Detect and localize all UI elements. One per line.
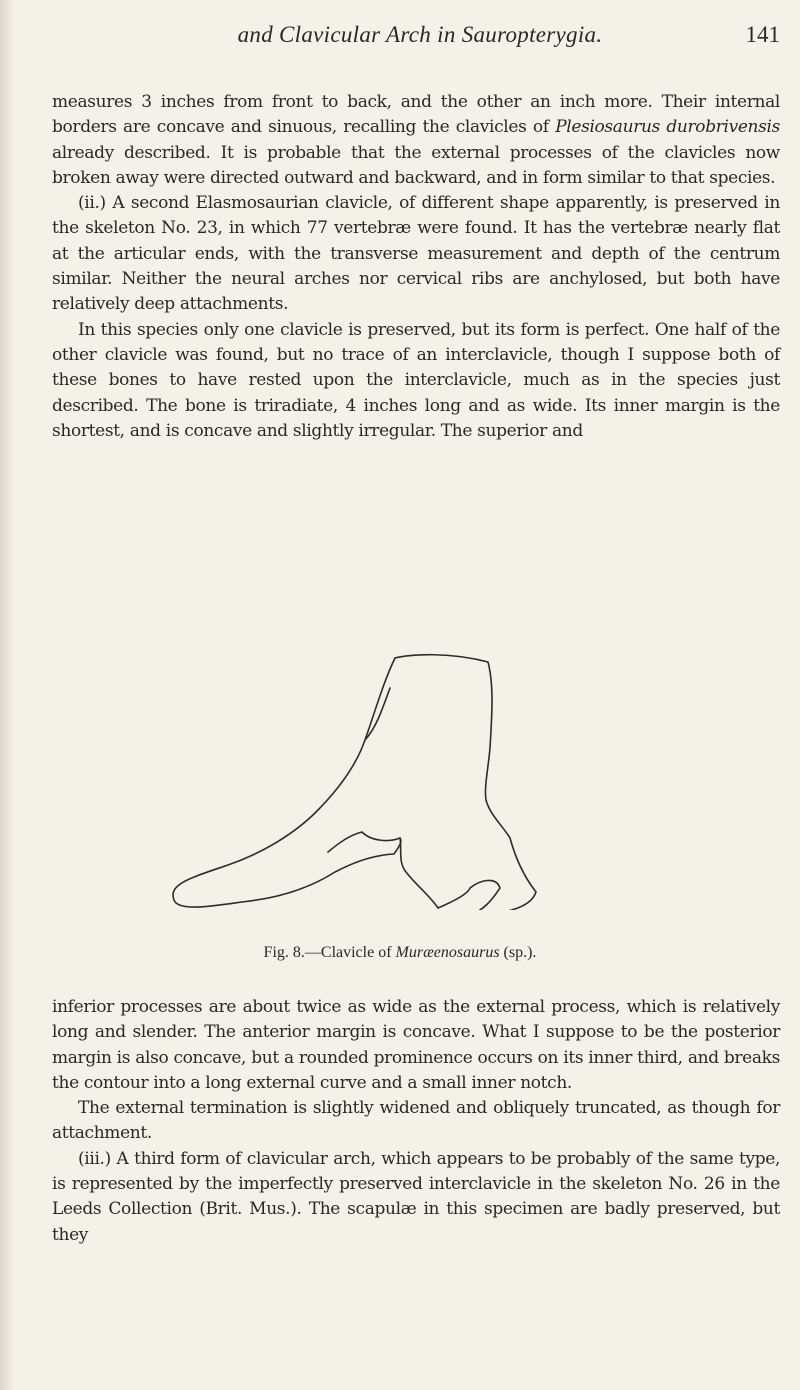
- paragraph-continued-bottom: inferior processes are about twice as wide as the external process, which is relatively long and slender. The anterior margin is concave. What I suppose to be the posterior margin is also concave, but a rounded prominence occurs on its inner third, and breaks the contour into a long external curve and a small inner notch.: [52, 997, 780, 1093]
- paragraph-text: measures 3 inches from front to back, and the other an inch more. Their internal borders are concave and sinuous, recalling the clavicles of: [52, 92, 780, 138]
- paragraph-iii: (iii.) A third form of clavicular arch, which appears to be probably of the same type, is represented by the imperfectly preserved interclavicle in the skeleton No. 26 in the Leeds Collection (Brit. Mus.). The scapulæ in this specimen are badly preserved, but they: [52, 1148, 780, 1245]
- running-title: and Clavicular Arch in Sauropterygia.: [237, 22, 603, 47]
- clavicle-superior-process-outline: [395, 655, 536, 910]
- clavicle-inner-margin-line: [365, 688, 390, 740]
- body-text-top: [52, 90, 780, 444]
- figure-clavicle-drawing: [150, 610, 570, 910]
- paragraph-continued: [52, 90, 780, 191]
- page-number: 141: [745, 22, 780, 47]
- running-header: [60, 14, 780, 54]
- caption-suffix: (sp.).: [499, 944, 537, 961]
- paragraph-ii: (ii.) A second Elasmosaurian clavicle, of different shape apparently, is preserved in the skeleton No. 23, in which 77 vertebræ were found. It has the vertebræ nearly flat at the articular ends, with the transverse measurement and depth of the centrum similar. Neither the neural arches nor cervical ribs are anchylosed, but both have relatively deep attachments.: [52, 193, 780, 315]
- paragraph-termination: The external termination is slightly widened and obliquely truncated, as though for attachment.: [52, 1098, 780, 1144]
- paragraph-species: In this species only one clavicle is preserved, but its form is perfect. One half of the other clavicle was found, but no trace of an interclavicle, though I suppose both of these bones to have rested upon the interclavicle, much as in the species just described. The bone is triradiate, 4 inches long and as wide. Its inner margin is the shortest, and is concave and slightly irregular. The superior and: [52, 319, 780, 441]
- body-text-bottom: [52, 995, 780, 1248]
- caption-prefix: Fig. 8.—Clavicle of: [263, 944, 396, 961]
- caption-species: Muræenosaurus: [395, 944, 500, 961]
- paragraph-text: already described. It is probable that the external processes of the clavicles now broken away were directed outward and backward, and in form similar to that species.: [52, 142, 780, 188]
- clavicle-anterior-margin: [173, 658, 401, 907]
- species-name: Plesiosaurus durobrivensis: [555, 117, 780, 138]
- clavicle-outline-svg: [150, 610, 570, 910]
- clavicle-inner-notch: [400, 838, 500, 910]
- figure-caption: [0, 944, 800, 962]
- page-gutter-shadow: [0, 0, 14, 1390]
